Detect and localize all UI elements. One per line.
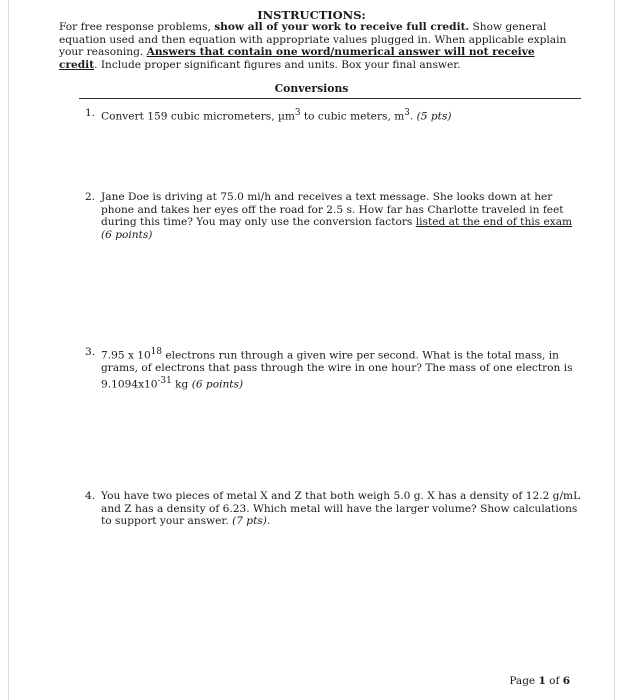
question-text-part: Convert 159 cubic micrometers, µm [101,110,295,123]
superscript: 3 [294,108,301,118]
question-points: (7 pts). [232,515,271,528]
question-1 [85,107,585,123]
page-total: 6 [562,675,570,687]
question-text-part: electrons run through a given wire per second. What is the total mass, in grams, of electrons that pass through the wire in one hour? The mass of one electron is 9.1094x10 [101,349,573,391]
question-text-part: Jane Doe is driving at 75.0 mi/h and receives a text message. She looks down at her phone and takes her eyes off the road for 2.5 s. How far has Charlotte traveled in feet during this time? You may only use the conversion factors [101,191,564,229]
instructions-paragraph [59,21,569,71]
section-divider [79,98,581,99]
question-3 [85,346,585,391]
superscript: -31 [157,375,172,386]
question-text-part: You have two pieces of metal X and Z that both weigh 5.0 g. X has a density of 12.2 g/mL and Z has a density of 6.23. Which metal will have the larger volume? Show calculations to support your answer. [101,490,581,528]
question-4 [85,490,585,528]
question-text [101,490,585,528]
question-number: 3. [85,346,96,358]
superscript: 18 [150,347,163,357]
question-points: (6 points) [191,378,244,391]
instructions-text-1: For free response problems, [59,21,215,33]
page-word: Page [509,675,539,687]
question-text [101,107,585,123]
question-2 [85,191,585,241]
section-heading: Conversions [274,82,349,95]
page-number: 1 [538,675,546,687]
question-text-part: . [409,110,414,123]
instructions-bold-2: Answers that contain one word/numerical answer will not receive credit [59,46,535,71]
superscript: 3 [404,108,410,118]
instructions-title: INSTRUCTIONS: [257,8,366,22]
question-number: 2. [85,191,96,203]
instructions-text-2: Show general equation used and then equation with appropriate values plugged in. When applicable explain your reasoning. [59,21,567,59]
question-text-part: 7.95 x 10 [101,349,151,362]
question-text-part: to cubic meters, m [300,110,405,123]
question-number: 4. [85,490,96,502]
conversion-factors-link[interactable]: listed at the end of this exam [415,216,573,229]
question-number: 1. [85,107,96,119]
question-points: (6 points) [101,228,153,241]
question-text-part: kg [171,378,192,391]
question-points: (5 pts) [416,110,452,123]
instructions-bold-1: show all of your work to receive full credit. [214,21,470,33]
of-word: of [545,675,563,687]
instructions-text-3: . Include proper significant figures and units. Box your final answer. [94,58,461,71]
question-text [101,346,585,391]
page-footer [509,675,570,687]
document-page [8,0,615,700]
question-text [101,191,585,241]
